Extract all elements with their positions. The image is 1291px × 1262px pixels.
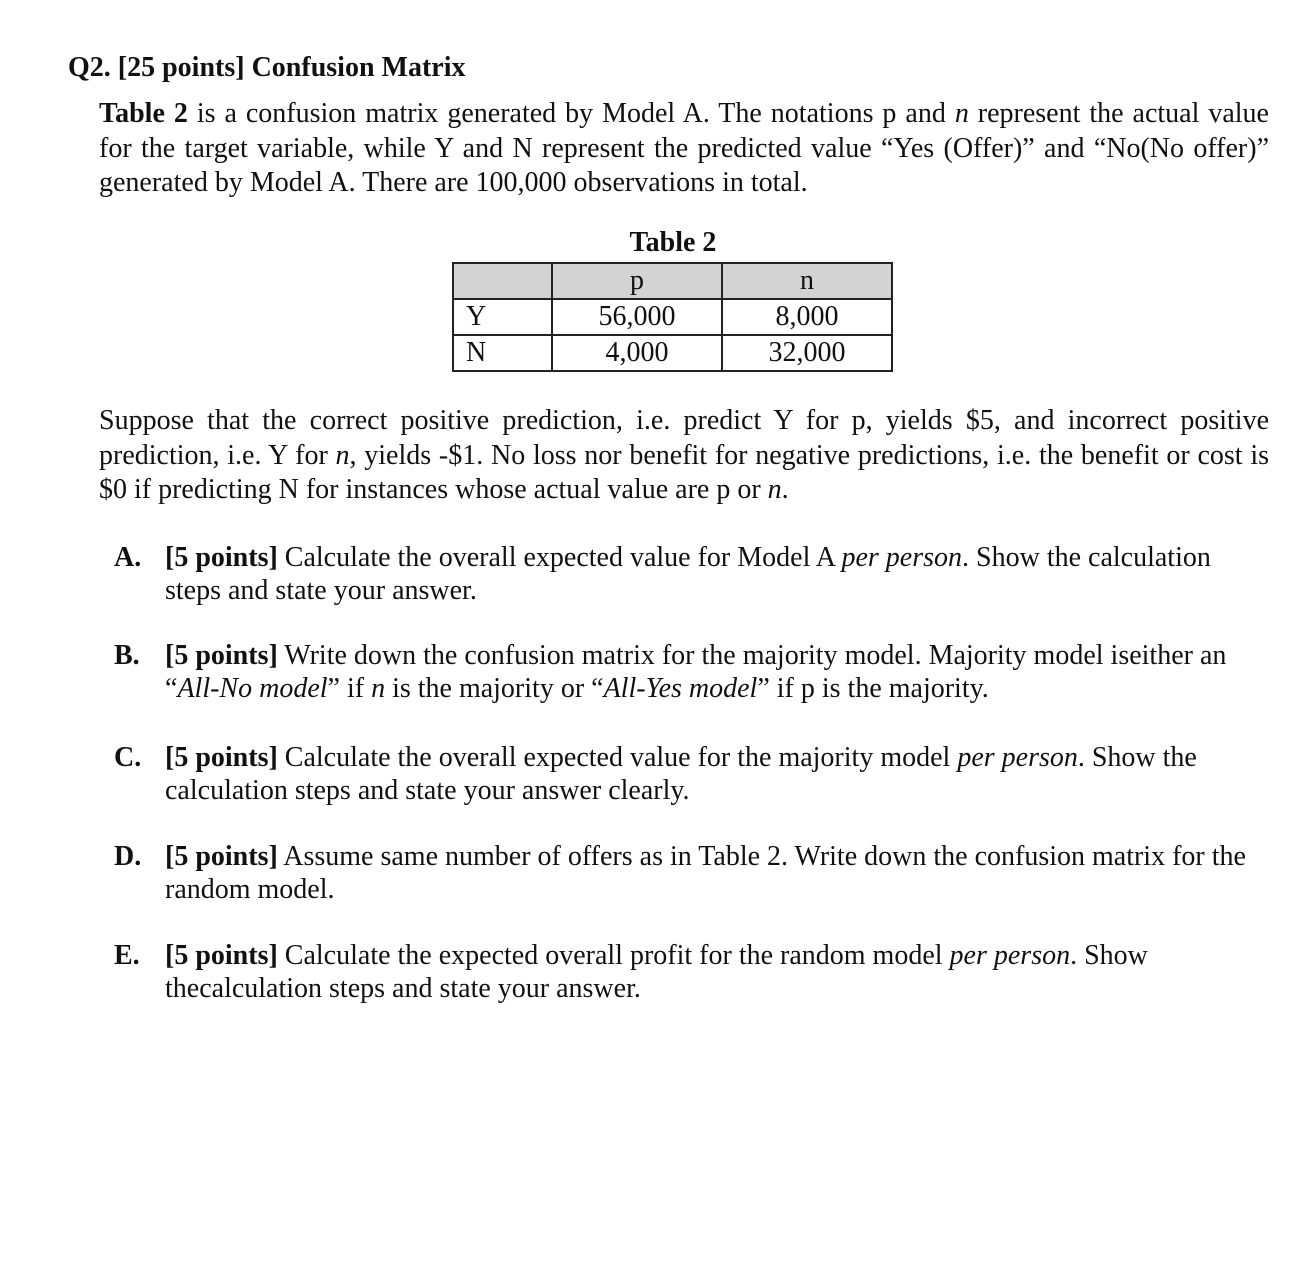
item-points: [5 points] (165, 542, 278, 573)
item-letter: C. (114, 742, 142, 773)
item-letter: B. (114, 640, 140, 671)
item-text: ” if p is the majority. (757, 673, 989, 704)
table-reference: Table 2 (99, 98, 188, 129)
intro-text-1: is a confusion matrix generated by Model A. The notations p and (187, 98, 955, 129)
intro-text-2: represent the actual value for the target variable, while Y and N represent the predicted value “Yes (Offer)” and “No(No offer)” generated by Model A. There are 100,000 observations in total. (99, 98, 1269, 198)
item-body (165, 840, 1269, 906)
n-symbol: n (335, 439, 350, 471)
emphasis: per person (957, 742, 1078, 773)
item-text: . Show the calculation steps and state your answer clearly. (165, 742, 1197, 806)
item-letter: A. (114, 542, 142, 573)
item-letter: E. (114, 940, 140, 971)
emphasis: All-No model (177, 673, 328, 704)
item-body (165, 741, 1269, 807)
suppose-text-3: . (781, 474, 789, 505)
cell-n-p: 4,000 (552, 335, 722, 371)
header-corner-cell (453, 263, 552, 299)
item-points: [5 points] (165, 841, 278, 872)
item-text: ” if (327, 673, 372, 704)
item-text: Write down the confusion matrix for the majority model. Majority model iseither an “ (165, 640, 1227, 704)
cell-y-p: 56,000 (552, 299, 722, 335)
table-header-row (453, 263, 892, 299)
intro-paragraph (99, 97, 1269, 201)
table-row (453, 299, 892, 335)
item-points: [5 points] (165, 742, 278, 773)
confusion-matrix-table (452, 262, 893, 372)
question-item-d (114, 840, 1269, 906)
item-text: Calculate the expected overall profit for the random model (277, 940, 950, 971)
row-label-n: N (453, 335, 552, 371)
item-text: Assume same number of offers as in Table 2. Write down the confusion matrix for the random model. (165, 841, 1246, 905)
question-title: Q2. [25 points] Confusion Matrix (68, 52, 466, 83)
emphasis: All-Yes model (603, 673, 758, 704)
question-item-a (114, 541, 1269, 607)
question-item-b (114, 639, 1269, 705)
item-points: [5 points] (165, 940, 278, 971)
suppose-paragraph (99, 404, 1269, 508)
cell-n-n: 32,000 (722, 335, 892, 371)
header-p-cell: p (552, 263, 722, 299)
n-symbol: n (954, 98, 969, 129)
n-symbol: n (767, 474, 782, 505)
emphasis: per person (841, 542, 963, 573)
item-body (165, 541, 1269, 607)
item-text: . Show the calculation steps and state your answer. (165, 542, 1211, 606)
row-label-y: Y (453, 299, 552, 335)
table-row (453, 335, 892, 371)
question-item-c (114, 741, 1269, 807)
cell-y-n: 8,000 (722, 299, 892, 335)
n-symbol: n (371, 673, 386, 704)
item-text: Calculate the overall expected value for the majority model (277, 742, 958, 773)
table-caption: Table 2 (629, 227, 717, 258)
item-points: [5 points] (165, 640, 278, 671)
item-body (165, 939, 1269, 1005)
suppose-text-1: Suppose that the correct positive prediction, i.e. predict Y for p, yields $5, and incorrect positive prediction, i.e. Y for (99, 405, 1269, 471)
item-text: Calculate the overall expected value for Model A (277, 542, 842, 573)
item-letter: D. (114, 841, 142, 872)
header-n-cell: n (722, 263, 892, 299)
item-text: . Show thecalculation steps and state your answer. (165, 940, 1148, 1004)
question-item-e (114, 939, 1269, 1005)
suppose-text-2: , yields -$1. No loss nor benefit for negative predictions, i.e. the benefit or cost is $0 if predicting N for instances whose actual value are p or (99, 439, 1269, 505)
emphasis: per person (949, 940, 1071, 971)
item-text: is the majority or “ (385, 673, 604, 704)
item-body (165, 639, 1269, 705)
